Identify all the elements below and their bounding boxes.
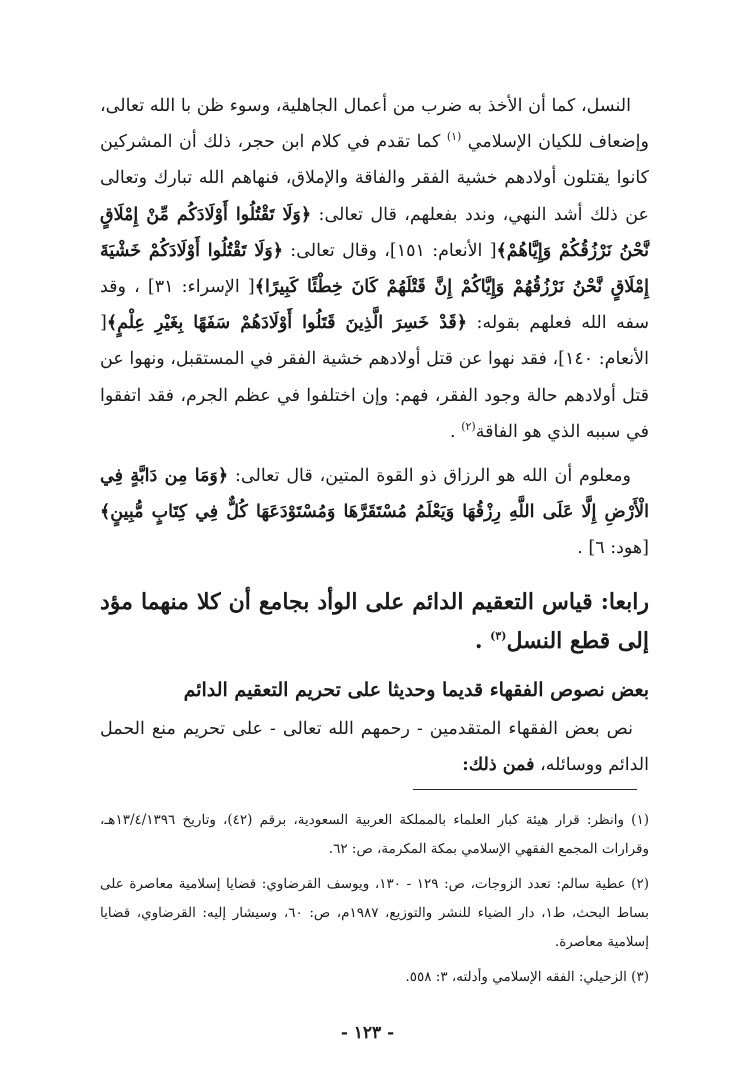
- footnote-divider: [413, 789, 637, 790]
- text-run: .: [474, 627, 491, 654]
- text-run: النسل، كما أن الأخذ به ضرب من أعمال الجاهلية، وسوء ظن با الله تعالى، وإضعاف للكيان الإسلامي: [100, 96, 649, 153]
- quran-verse-2: ﴿وَلَا تَقْتُلُوا أَوْلَادَكُمْ خَشْيَةَ إِمْلَاقٍ نَّحْنُ نَرْزُقُهُمْ وَإِيَّاكُمْ إِنَّ قَتْلَهُمْ كَانَ خِطْئًا كَبِيرًا﴾: [100, 240, 649, 298]
- text-run: كما تقدم في كلام ابن حجر، ذلك أن المشركين كانوا يقتلون أولادهم خشية الفقر والفاقة والإملاق، فنهاهم الله تبارك وتعالى عن ذلك أشد النهي، وندد بفعلهم، قال تعالى:: [100, 132, 649, 225]
- text-run: [ الأنعام: ١٤٠]، فقد نهوا عن قتل أولادهم خشية الفقر في المستقبل، ونهوا عن قتل أولادهم حالة وجود الفقر، فهم: وإن اختلفوا في عظم الجرم، فقد اتفقوا في سببه الذي هو الفاقة: [100, 313, 650, 442]
- footnotes: [100, 806, 649, 998]
- text-run: [ الأنعام: ١٥١]، وقال تعالى:: [283, 240, 497, 261]
- text-run: [ الإسراء: ٣١] ، وقد سفه الله فعلهم بقوله:: [100, 277, 649, 334]
- text-run: [هود: ٦] .: [577, 538, 649, 559]
- page-number: - ١٢٣ -: [340, 1023, 395, 1043]
- paragraph-1: [100, 88, 649, 450]
- quran-verse-3: ﴿قَدْ خَسِرَ الَّذِينَ قَتَلُوا أَوْلَادَهُمْ سَفَهًا بِغَيْرِ عِلْمٍ﴾: [106, 313, 468, 334]
- text-run: .: [450, 421, 462, 442]
- footnote-2: (٢) عطية سالم: تعدد الزوجات، ص: ١٢٩ - ١٣٠، ويوسف القرضاوي: قضايا إسلامية معاصرة على بساط البحث، ط١، دار الضياء للنشر والتوزيع، ١٩٨٧م، ص: ٦٠، وسيشار إليه: القرضاوي، قضايا إسلامية معاصرة.: [100, 876, 649, 950]
- footnote-ref-3[interactable]: (٣): [490, 629, 507, 643]
- text-run-bold: فمن ذلك:: [462, 754, 535, 775]
- quran-verse-4: ﴿وَمَا مِن دَابَّةٍ فِي الْأَرْضِ إِلَّا عَلَى اللَّهِ رِزْقُهَا وَيَعْلَمُ مُسْتَقَرَّهَا وَمُسْتَوْدَعَهَا كُلٌّ فِي كِتَابٍ مُّبِينٍ﴾: [100, 466, 649, 523]
- footnote-ref-1[interactable]: (١): [446, 130, 462, 144]
- section-heading: [100, 583, 649, 661]
- paragraph-2: [100, 458, 649, 567]
- paragraph-3: [100, 711, 649, 783]
- text-run: نص بعض الفقهاء المتقدمين - رحمهم الله تعالى - على تحريم منع الحمل الدائم ووسائله،: [100, 718, 649, 775]
- footnote-ref-2[interactable]: (٢): [461, 420, 476, 433]
- text-run: ومعلوم أن الله هو الرزاق ذو القوة المتين، قال تعالى:: [228, 466, 631, 487]
- subheading: بعض نصوص الفقهاء قديما وحديثا على تحريم التعقيم الدائم: [183, 678, 649, 701]
- section-heading-text: رابعا: قياس التعقيم الدائم على الوأد بجامع أن كلا منهما مؤد إلى قطع النسل: [100, 588, 649, 654]
- footnote-1: (١) وانظر: قرار هيئة كبار العلماء بالمملكة العربية السعودية، برقم (٤٢)، وتاريخ ١٣/٤/١٣٩٦هـ، وقرارات المجمع الفقهي الإسلامي بمكة المكرمة، ص: ٦٢.: [100, 812, 649, 857]
- quran-verse-1: ﴿وَلَا تَقْتُلُوا أَوْلَادَكُم مِّنْ إِمْلَاقٍ نَّحْنُ نَرْزُقُكُمْ وَإِيَّاهُمْ﴾: [100, 204, 649, 261]
- footnote-3: (٣) الزحيلي: الفقه الإسلامي وأدلته، ٣: ٥٥٨.: [405, 969, 649, 985]
